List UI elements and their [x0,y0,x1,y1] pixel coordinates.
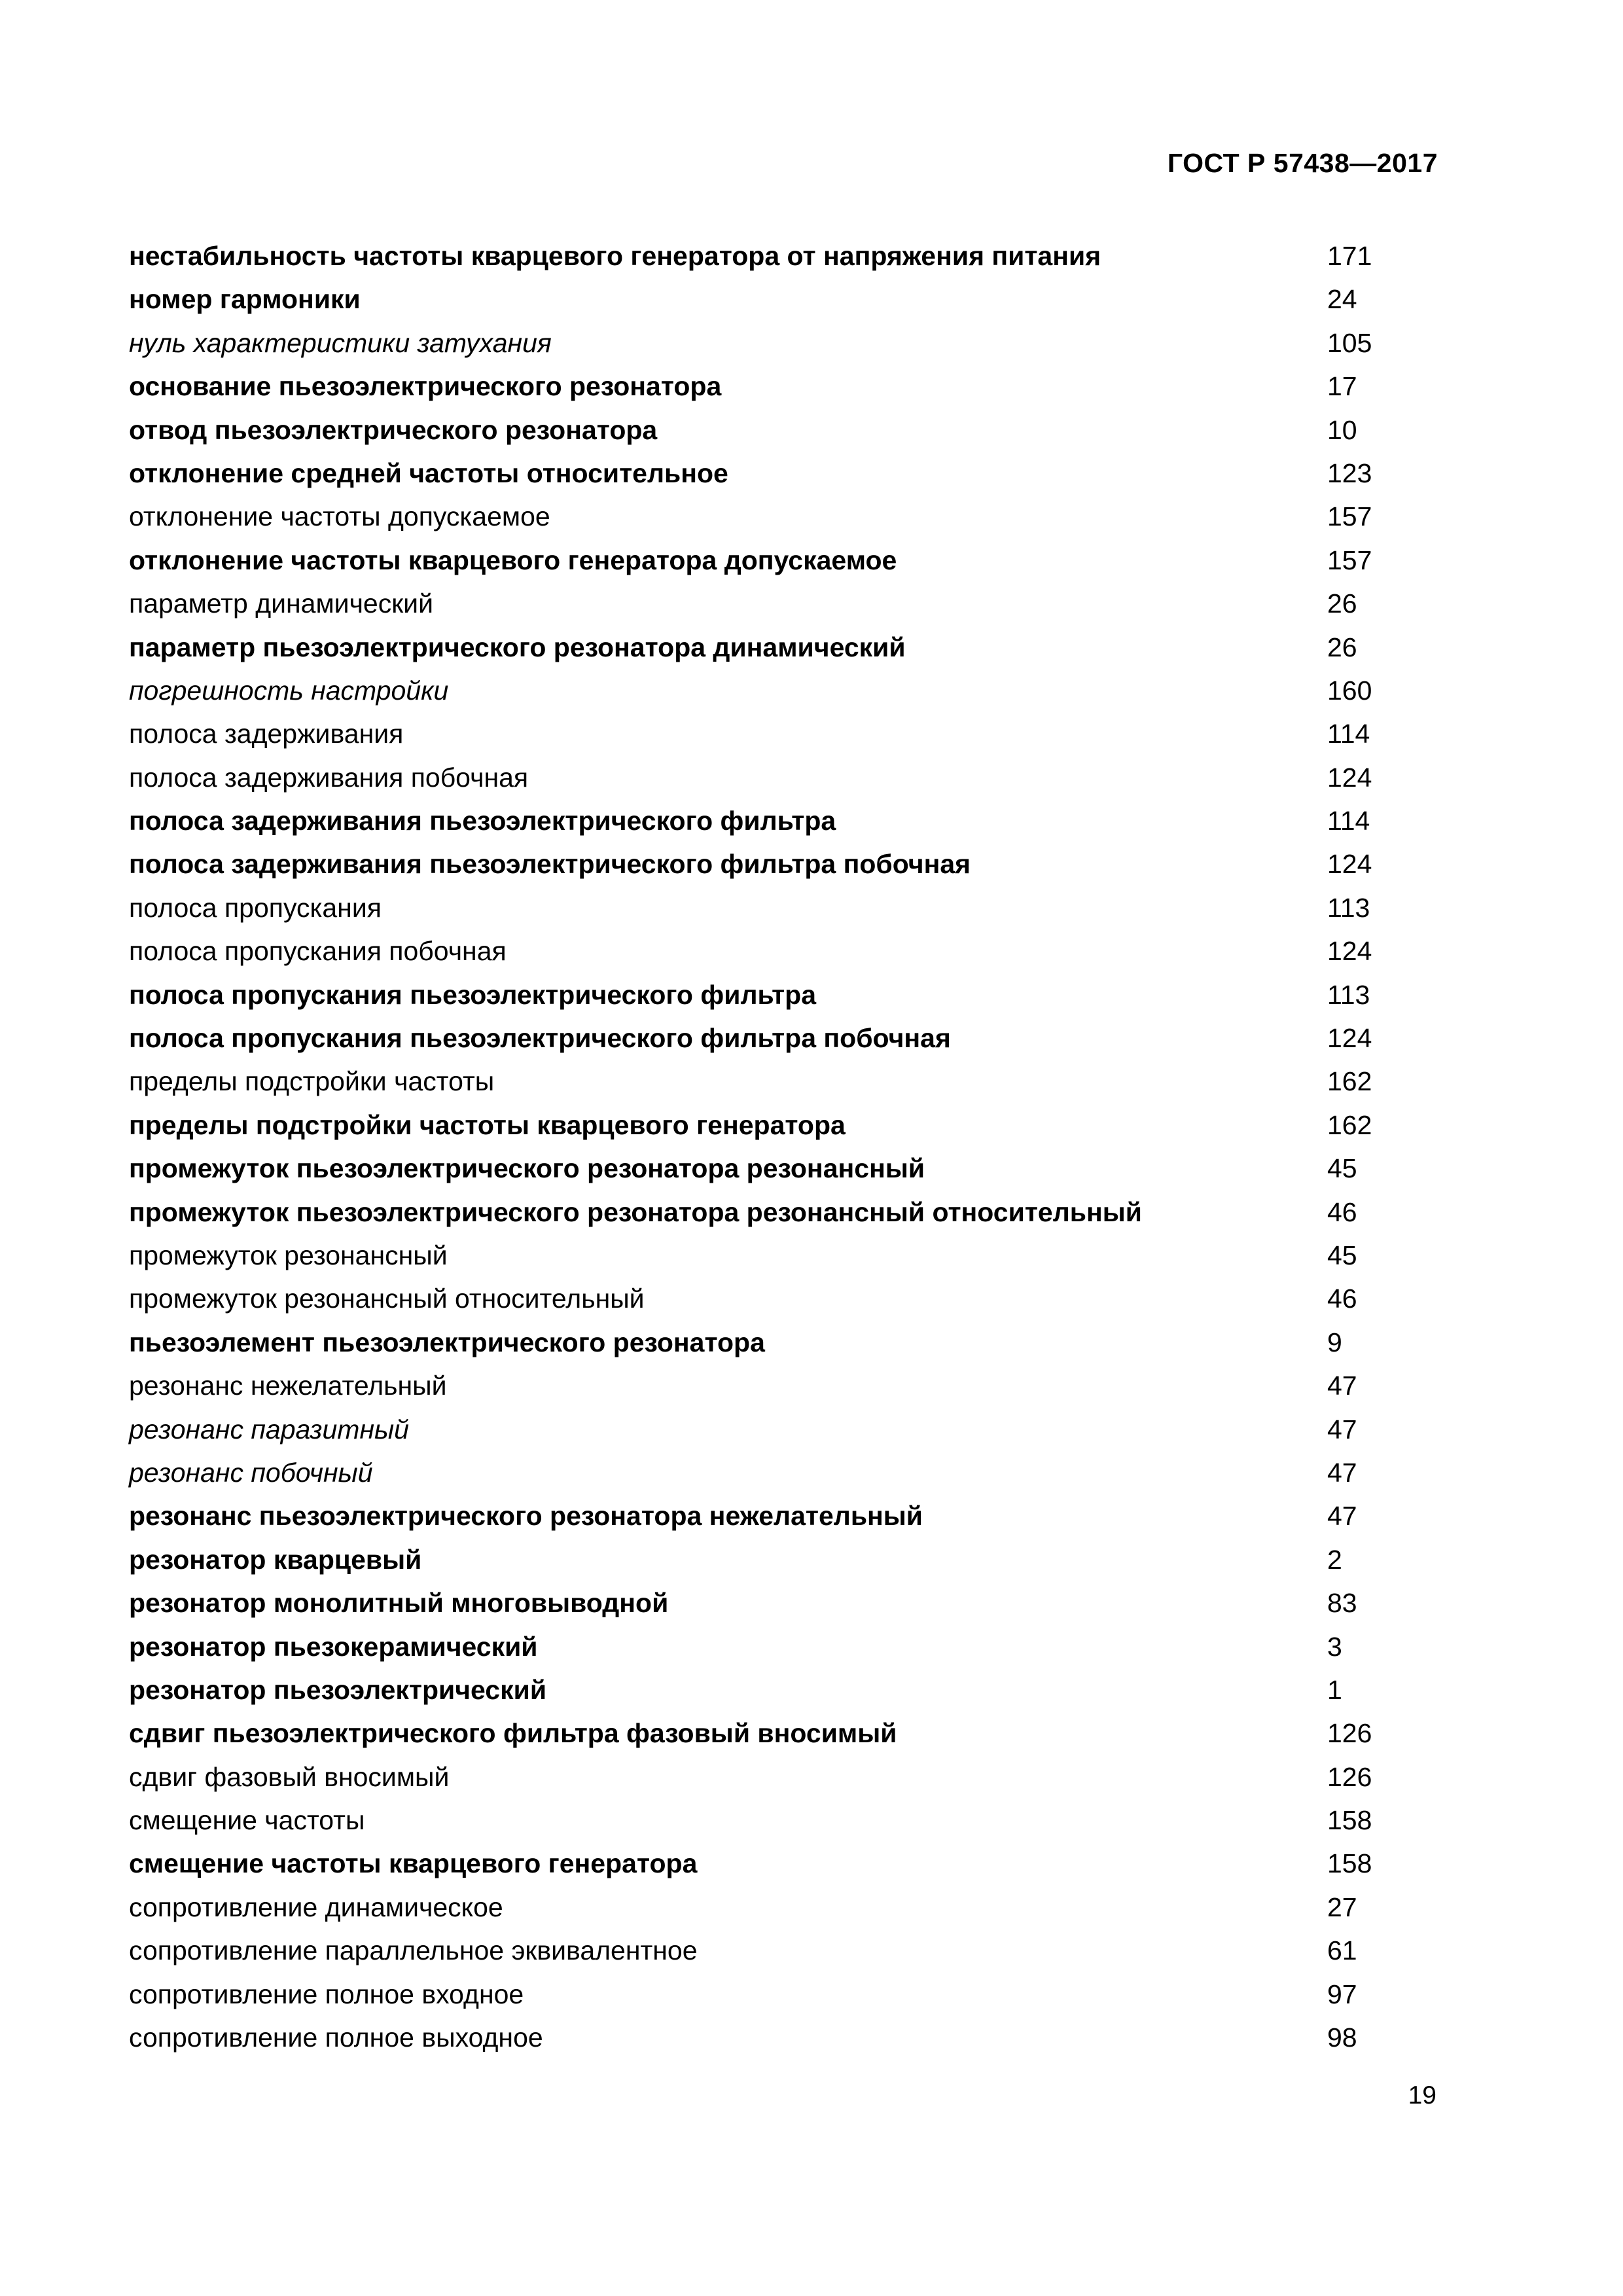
index-ref-number: 157 [1327,501,1372,532]
alphabetical-index [129,234,1412,2059]
index-term: отклонение частоты кварцевого генератора допускаемое [129,545,897,575]
index-term: резонатор пьезокерамический [129,1631,538,1662]
index-entry [129,1451,1412,1494]
index-ref-number: 105 [1327,327,1372,358]
index-term: полоса задерживания [129,719,404,749]
index-ref-number: 46 [1327,1196,1357,1227]
index-term: промежуток резонансный [129,1240,448,1270]
index-entry [129,1234,1412,1277]
index-term: полоса пропускания пьезоэлектрического фильтра побочная [129,1023,951,1054]
index-ref-number: 17 [1327,371,1357,402]
index-ref-number: 124 [1327,1023,1372,1054]
index-term: сопротивление параллельное эквивалентное [129,1935,698,1966]
index-term: полоса задерживания пьезоэлектрического фильтра побочная [129,849,971,880]
index-entry [129,495,1412,538]
index-ref-number: 98 [1327,2022,1357,2053]
index-ref-number: 97 [1327,1979,1357,2009]
index-ref-number: 1 [1327,1674,1342,1705]
index-term: резонанс нежелательный [129,1371,447,1401]
index-entry [129,2016,1412,2059]
index-ref-number: 114 [1327,806,1370,836]
index-ref-number: 113 [1327,892,1370,923]
index-term: промежуток пьезоэлектрического резонатора резонансный [129,1153,925,1184]
index-term: сдвиг фазовый вносимый [129,1761,450,1792]
index-ref-number: 124 [1327,849,1372,880]
index-term: сопротивление полное входное [129,1979,524,2009]
index-ref-number: 47 [1327,1371,1357,1401]
index-entry [129,1494,1412,1537]
index-term: сопротивление динамическое [129,1892,503,1922]
document-standard-code: ГОСТ Р 57438—2017 [1167,148,1438,178]
index-ref-number: 113 [1327,979,1370,1010]
index-entry [129,1277,1412,1320]
index-ref-number: 47 [1327,1414,1357,1444]
index-term: промежуток пьезоэлектрического резонатора резонансный относительный [129,1196,1142,1227]
index-ref-number: 124 [1327,762,1372,793]
index-term: нестабильность частоты кварцевого генератора от напряжения питания [129,241,1101,271]
index-entry [129,799,1412,842]
page-number: 19 [1408,2081,1436,2109]
index-entry [129,278,1412,321]
index-ref-number: 83 [1327,1588,1357,1619]
index-entry [129,582,1412,625]
index-term: промежуток резонансный относительный [129,1283,645,1314]
index-ref-number: 162 [1327,1066,1372,1097]
index-entry [129,1321,1412,1364]
index-term: нуль характеристики затухания [129,327,552,358]
index-ref-number: 24 [1327,284,1357,315]
index-term: основание пьезоэлектрического резонатора [129,371,722,402]
index-ref-number: 160 [1327,675,1372,706]
index-entry [129,712,1412,755]
index-entry [129,973,1412,1016]
index-ref-number: 47 [1327,1457,1357,1488]
index-term: резонатор пьезоэлектрический [129,1674,547,1705]
index-entry [129,321,1412,365]
index-term: параметр пьезоэлектрического резонатора динамический [129,632,906,662]
index-term: отвод пьезоэлектрического резонатора [129,414,658,445]
index-ref-number: 126 [1327,1718,1372,1749]
index-ref-number: 47 [1327,1501,1357,1532]
index-ref-number: 114 [1327,719,1370,749]
index-term: полоса пропускания пьезоэлектрического фильтра [129,979,817,1010]
index-term: отклонение средней частоты относительное [129,457,728,488]
index-entry [129,1929,1412,1972]
index-ref-number: 3 [1327,1631,1342,1662]
index-entry [129,408,1412,452]
index-term: резонатор кварцевый [129,1544,422,1575]
index-entry [129,1147,1412,1190]
index-term: резонанс пьезоэлектрического резонатора нежелательный [129,1501,923,1532]
index-ref-number: 45 [1327,1240,1357,1270]
index-ref-number: 2 [1327,1544,1342,1575]
index-entry [129,1581,1412,1624]
index-term: пределы подстройки частоты кварцевого генератора [129,1109,846,1140]
index-ref-number: 124 [1327,936,1372,967]
index-ref-number: 45 [1327,1153,1357,1184]
index-ref-number: 126 [1327,1761,1372,1792]
index-entry [129,1755,1412,1799]
index-term: смещение частоты [129,1805,365,1836]
index-ref-number: 61 [1327,1935,1357,1966]
index-ref-number: 157 [1327,545,1372,575]
index-term: резонанс побочный [129,1457,373,1488]
index-term: параметр динамический [129,588,433,619]
index-ref-number: 158 [1327,1848,1372,1879]
index-term: полоса пропускания [129,892,382,923]
index-ref-number: 158 [1327,1805,1372,1836]
index-entry [129,1712,1412,1755]
index-entry [129,1103,1412,1147]
index-ref-number: 10 [1327,414,1357,445]
index-entry [129,1668,1412,1712]
index-entry [129,1408,1412,1451]
index-ref-number: 26 [1327,632,1357,662]
index-term: погрешность настройки [129,675,449,706]
index-ref-number: 9 [1327,1327,1342,1357]
index-term: смещение частоты кварцевого генератора [129,1848,698,1879]
index-entry [129,756,1412,799]
index-entry [129,452,1412,495]
index-entry [129,1060,1412,1103]
index-entry [129,539,1412,582]
index-entry [129,929,1412,973]
index-entry [129,1973,1412,2016]
index-ref-number: 162 [1327,1109,1372,1140]
index-term: сопротивление полное выходное [129,2022,543,2053]
index-entry [129,886,1412,929]
index-entry [129,365,1412,408]
index-entry [129,1538,1412,1581]
index-term: отклонение частоты допускаемое [129,501,550,532]
index-entry [129,669,1412,712]
index-entry [129,1364,1412,1407]
index-term: пьезоэлемент пьезоэлектрического резонатора [129,1327,765,1357]
index-term: полоса пропускания побочная [129,936,507,967]
index-entry [129,1625,1412,1668]
index-entry [129,1016,1412,1060]
index-entry [129,626,1412,669]
index-ref-number: 171 [1327,241,1372,271]
index-term: полоса задерживания пьезоэлектрического фильтра [129,806,836,836]
index-entry [129,842,1412,886]
index-term: резонанс паразитный [129,1414,409,1444]
index-entry [129,1842,1412,1885]
index-term: номер гармоники [129,284,361,315]
index-entry [129,1886,1412,1929]
index-entry [129,1191,1412,1234]
index-ref-number: 27 [1327,1892,1357,1922]
index-ref-number: 26 [1327,588,1357,619]
index-entry [129,1799,1412,1842]
index-term: сдвиг пьезоэлектрического фильтра фазовый вносимый [129,1718,897,1749]
index-ref-number: 123 [1327,457,1372,488]
index-term: резонатор монолитный многовыводной [129,1588,669,1619]
index-term: полоса задерживания побочная [129,762,529,793]
index-term: пределы подстройки частоты [129,1066,495,1097]
index-entry [129,234,1412,278]
index-ref-number: 46 [1327,1283,1357,1314]
